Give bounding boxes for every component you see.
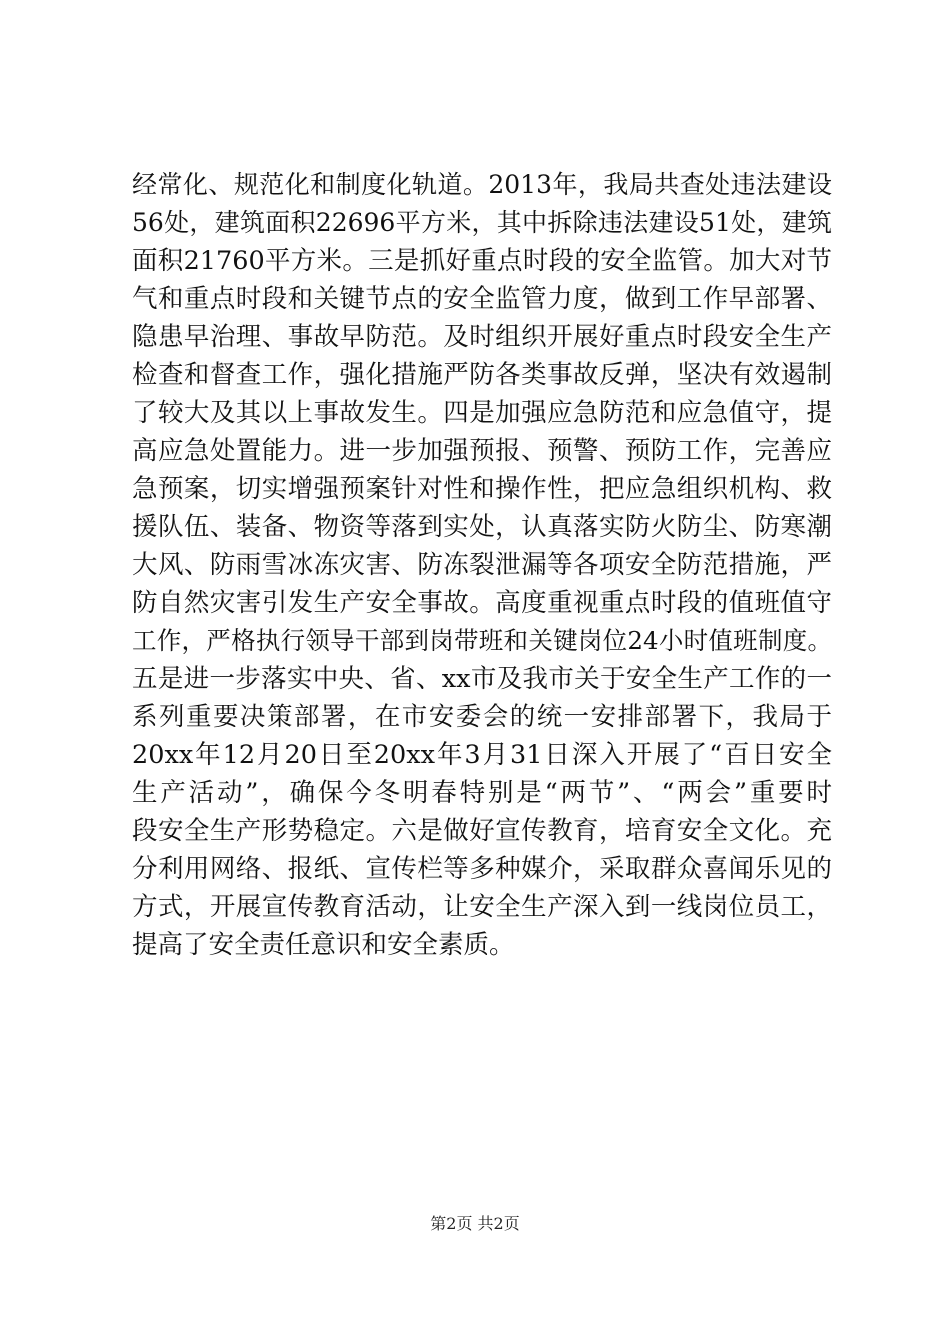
text-line: 系列重要决策部署，在市安委会的统一安排部署下，我局于 (132, 702, 832, 732)
text-line: 急预案，切实增强预案针对性和操作性，把应急组织机构、救 (132, 474, 832, 504)
text-line: 生产活动”，确保今冬明春特别是“两节”、“两会”重要时 (132, 778, 832, 808)
text-line: 防自然灾害引发生产安全事故。高度重视重点时段的值班值守 (132, 588, 832, 618)
text-line: 隐患早治理、事故早防范。及时组织开展好重点时段安全生产 (132, 322, 832, 352)
text-line: 方式，开展宣传教育活动，让安全生产深入到一线岗位员工， (132, 892, 832, 922)
text-line: 了较大及其以上事故发生。四是加强应急防范和应急值守，提 (132, 398, 832, 428)
text-line: 面积21760平方米。三是抓好重点时段的安全监管。加大对节 (132, 246, 832, 276)
text-line: 分利用网络、报纸、宣传栏等多种媒介，采取群众喜闻乐见的 (132, 854, 832, 884)
text-line: 检查和督查工作，强化措施严防各类事故反弹，坚决有效遏制 (132, 360, 832, 390)
text-line: 气和重点时段和关键节点的安全监管力度，做到工作早部署、 (132, 284, 832, 314)
text-line: 五是进一步落实中央、省、xx市及我市关于安全生产工作的一 (132, 664, 832, 694)
body-paragraph (132, 166, 832, 964)
page-number-footer: 第2页 共2页 (430, 1214, 520, 1233)
text-line: 经常化、规范化和制度化轨道。2013年，我局共查处违法建设 (132, 170, 832, 199)
text-line: 高应急处置能力。进一步加强预报、预警、预防工作，完善应 (132, 436, 832, 466)
text-line: 大风、防雨雪冰冻灾害、防冻裂泄漏等各项安全防范措施，严 (132, 550, 832, 580)
text-line: 提高了安全责任意识和安全素质。 (132, 930, 515, 960)
text-line: 段安全生产形势稳定。六是做好宣传教育，培育安全文化。充 (132, 816, 832, 846)
text-line: 20xx年12月20日至20xx年3月31日深入开展了“百日安全 (132, 740, 832, 770)
text-line: 56处，建筑面积22696平方米，其中拆除违法建设51处，建筑 (132, 208, 832, 237)
text-line: 工作，严格执行领导干部到岗带班和关键岗位24小时值班制度。 (132, 626, 832, 655)
text-line: 援队伍、装备、物资等落到实处，认真落实防火防尘、防寒潮 (132, 512, 832, 542)
